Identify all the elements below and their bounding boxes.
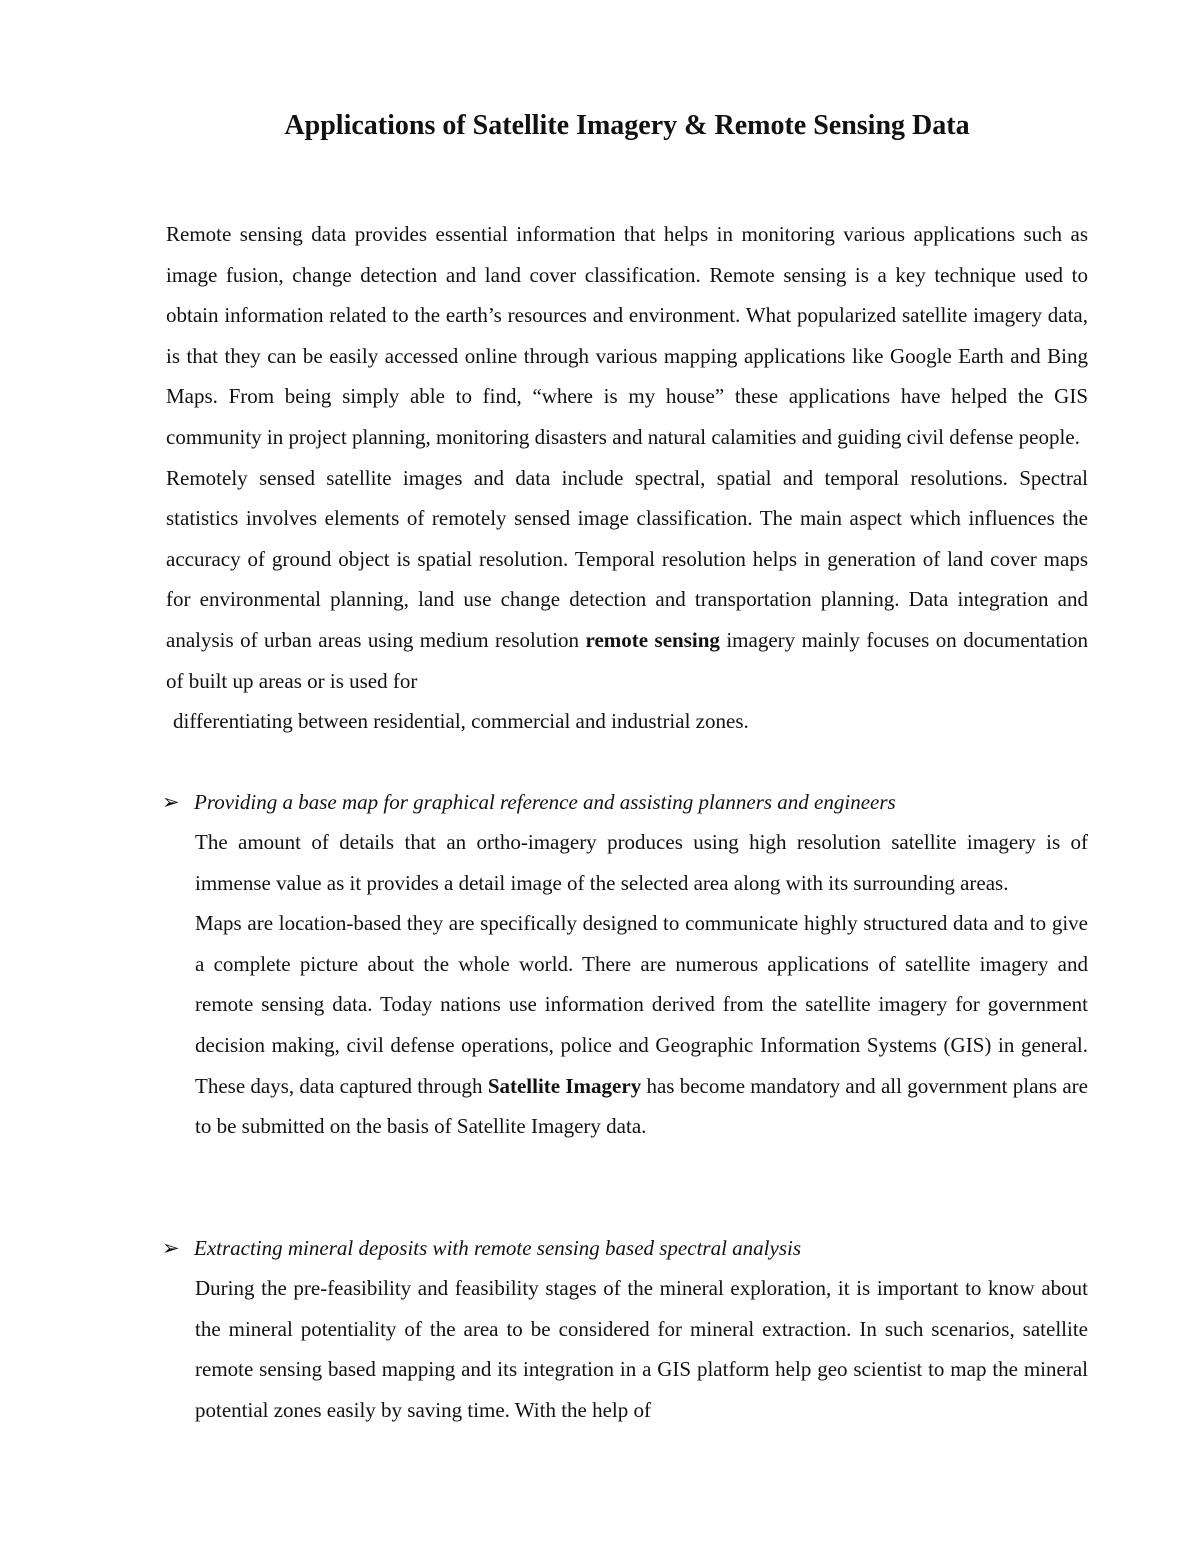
section-2-heading (162, 1228, 801, 1269)
section-1-paragraph-2-text: Maps are location-based they are specifically designed to communicate highly structured data and to give a complete picture about the whole world. There are numerous applications of satellite imagery and remote sensing data. Today nations use information derived from the satellite imagery for government decision making, civil defense operations, police and Geographic Information Systems (GIS) in general. These days, data captured through (195, 911, 1088, 1098)
intro-paragraph-2-text: Remotely sensed satellite images and data include spectral, spatial and temporal resolutions. Spectral statistics involves elements of remotely sensed image classification. The main aspect which influences the accuracy of ground object is spatial resolution. Temporal resolution helps in generation of land cover maps for environmental planning, land use change detection and transportation planning. Data integration and analysis of urban areas using medium resolution (166, 465, 1088, 652)
section-1-body (195, 822, 1088, 1147)
bold-term-satellite-imagery: Satellite Imagery (487, 1073, 642, 1098)
intro-paragraph-2-last-line: differentiating between residential, commercial and industrial zones. (173, 709, 749, 734)
intro-paragraph-2-continuation: imagery mainly focuses on documentation of built up areas or is used for (166, 627, 1089, 693)
section-1-paragraph-2 (195, 903, 1088, 1147)
arrowhead-bullet-icon: ➢ (162, 790, 180, 814)
section-2-paragraph-1: During the pre-feasibility and feasibility stages of the mineral exploration, it is important to know about the mineral potentiality of the area to be considered for mineral extraction. In such scenarios, satellite remote sensing based mapping and its integration in a GIS platform help geo scientist to map the mineral potential zones easily by saving time. With the help of (195, 1276, 1088, 1422)
intro-paragraph-1: Remote sensing data provides essential information that helps in monitoring various applications such as image fusion, change detection and land cover classification. Remote sensing is a key technique used to obtain information related to the earth’s resources and environment. What popularized satellite imagery data, is that they can be easily accessed online through various mapping applications like Google Earth and Bing Maps. From being simply able to find, “where is my house” these applications have helped the GIS community in project planning, monitoring disasters and natural calamities and guiding civil defense people. (166, 222, 1088, 449)
section-2-heading-text: Extracting mineral deposits with remote sensing based spectral analysis (194, 1236, 802, 1260)
section-1-heading-text: Providing a base map for graphical reference and assisting planners and engineers (194, 790, 896, 814)
section-1-heading (162, 782, 896, 823)
section-1-paragraph-2-continuation: has become mandatory and all government plans are to be submitted on the basis of Satellite Imagery data. (195, 1073, 1088, 1139)
intro-section (166, 214, 1088, 742)
intro-paragraph-2 (166, 458, 1088, 702)
arrowhead-bullet-icon: ➢ (162, 1236, 180, 1260)
section-2-body (195, 1268, 1088, 1430)
section-1-paragraph-1: The amount of details that an ortho-imagery produces using high resolution satellite imagery is of immense value as it provides a detail image of the selected area along with its surrounding areas. (195, 830, 1088, 895)
page-title: Applications of Satellite Imagery & Remote Sensing Data (284, 110, 970, 141)
bold-term-remote-sensing: remote sensing (585, 627, 720, 652)
